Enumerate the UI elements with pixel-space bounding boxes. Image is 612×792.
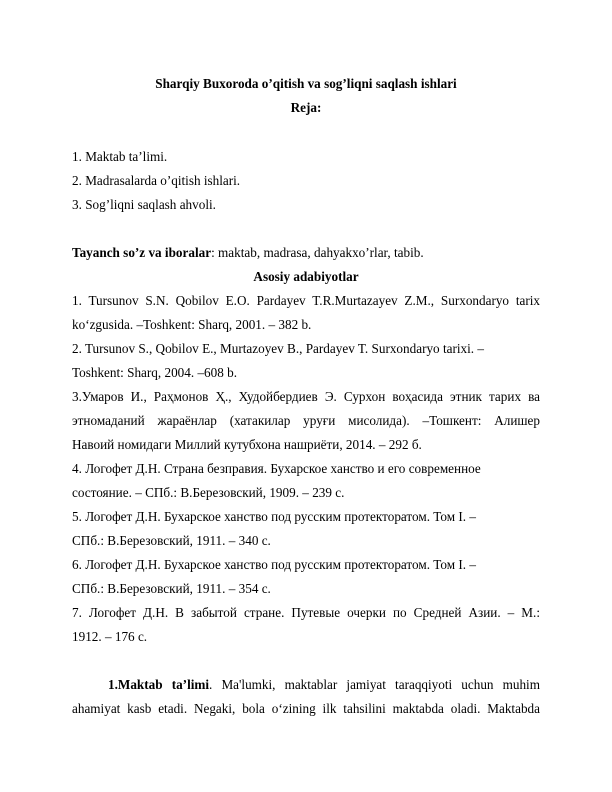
keywords-text: : maktab, madrasa, dahyakxo’rlar, tabib. — [211, 245, 424, 260]
literature-line: 4. Логофет Д.Н. Страна безправия. Бухарское ханство и его современное — [72, 461, 481, 476]
literature-line: ko‘zgusida. –Toshkent: Sharq, 2001. – 382 b. — [72, 317, 312, 332]
keywords-label: Tayanch so’z va iboralar — [72, 245, 212, 260]
literature-line: 2. Tursunov S., Qobilov E., Murtazoyev B., Pardayev T. Surxondaryo tarixi. – — [72, 341, 484, 356]
plan-item: 1. Maktab ta’limi. — [72, 149, 168, 164]
section-first-line — [108, 677, 540, 693]
literature-line: 7. Логофет Д.Н. В забытой стране. Путевые очерки по Средней Азии. – М.: — [72, 605, 540, 620]
document-title: Sharqiy Buxoroda o’qitish va sog’liqni saqlash ishlari — [155, 76, 457, 91]
keywords-line — [72, 245, 540, 261]
literature-line: 6. Логофет Д.Н. Бухарское ханство под русским протекторатом. Том I. – — [72, 557, 476, 572]
plan-heading: Reja: — [290, 100, 322, 115]
literature-line: состояние. – СПб.: В.Березовский, 1909. – 239 с. — [72, 485, 345, 500]
literature-line: Навоий номидаги Миллий кутубхона нашриёти, 2014. – 292 б. — [72, 437, 422, 452]
section-text: . Ma'lumki, maktablar jamiyat taraqqiyoti uchun muhim — [209, 677, 540, 692]
literature-line: 5. Логофет Д.Н. Бухарское ханство под русским протекторатом. Том I. – — [72, 509, 476, 524]
literature-line: 1912. – 176 с. — [72, 629, 148, 644]
plan-item: 2. Madrasalarda o’qitish ishlari. — [72, 173, 241, 188]
literature-line: СПб.: В.Березовский, 1911. – 354 с. — [72, 581, 271, 596]
literature-line: 3.Умаров И., Раҳмонов Ҳ., Худойбердиев Э. Сурхон воҳасида этник тарих ва — [72, 389, 540, 404]
plan-item: 3. Sog’liqni saqlash ahvoli. — [72, 197, 216, 212]
literature-line: 1. Tursunov S.N. Qobilov E.O. Pardayev T.R.Murtazayev Z.M., Surxondaryo tarix — [72, 293, 540, 308]
literature-heading: Asosiy adabiyotlar — [253, 269, 359, 284]
body-line: ahamiyat kasb etadi. Negaki, bola o‘zining ilk tahsilini maktabda oladi. Maktabda — [72, 701, 540, 716]
literature-line: СПб.: В.Березовский, 1911. – 340 с. — [72, 533, 271, 548]
literature-line: Toshkent: Sharq, 2004. –608 b. — [72, 365, 238, 380]
section-title: 1.Maktab ta’limi — [108, 677, 210, 692]
literature-line: этномаданий жараёнлар (хатакилар уруғи мисолида). –Тошкент: Алишер — [72, 413, 540, 428]
